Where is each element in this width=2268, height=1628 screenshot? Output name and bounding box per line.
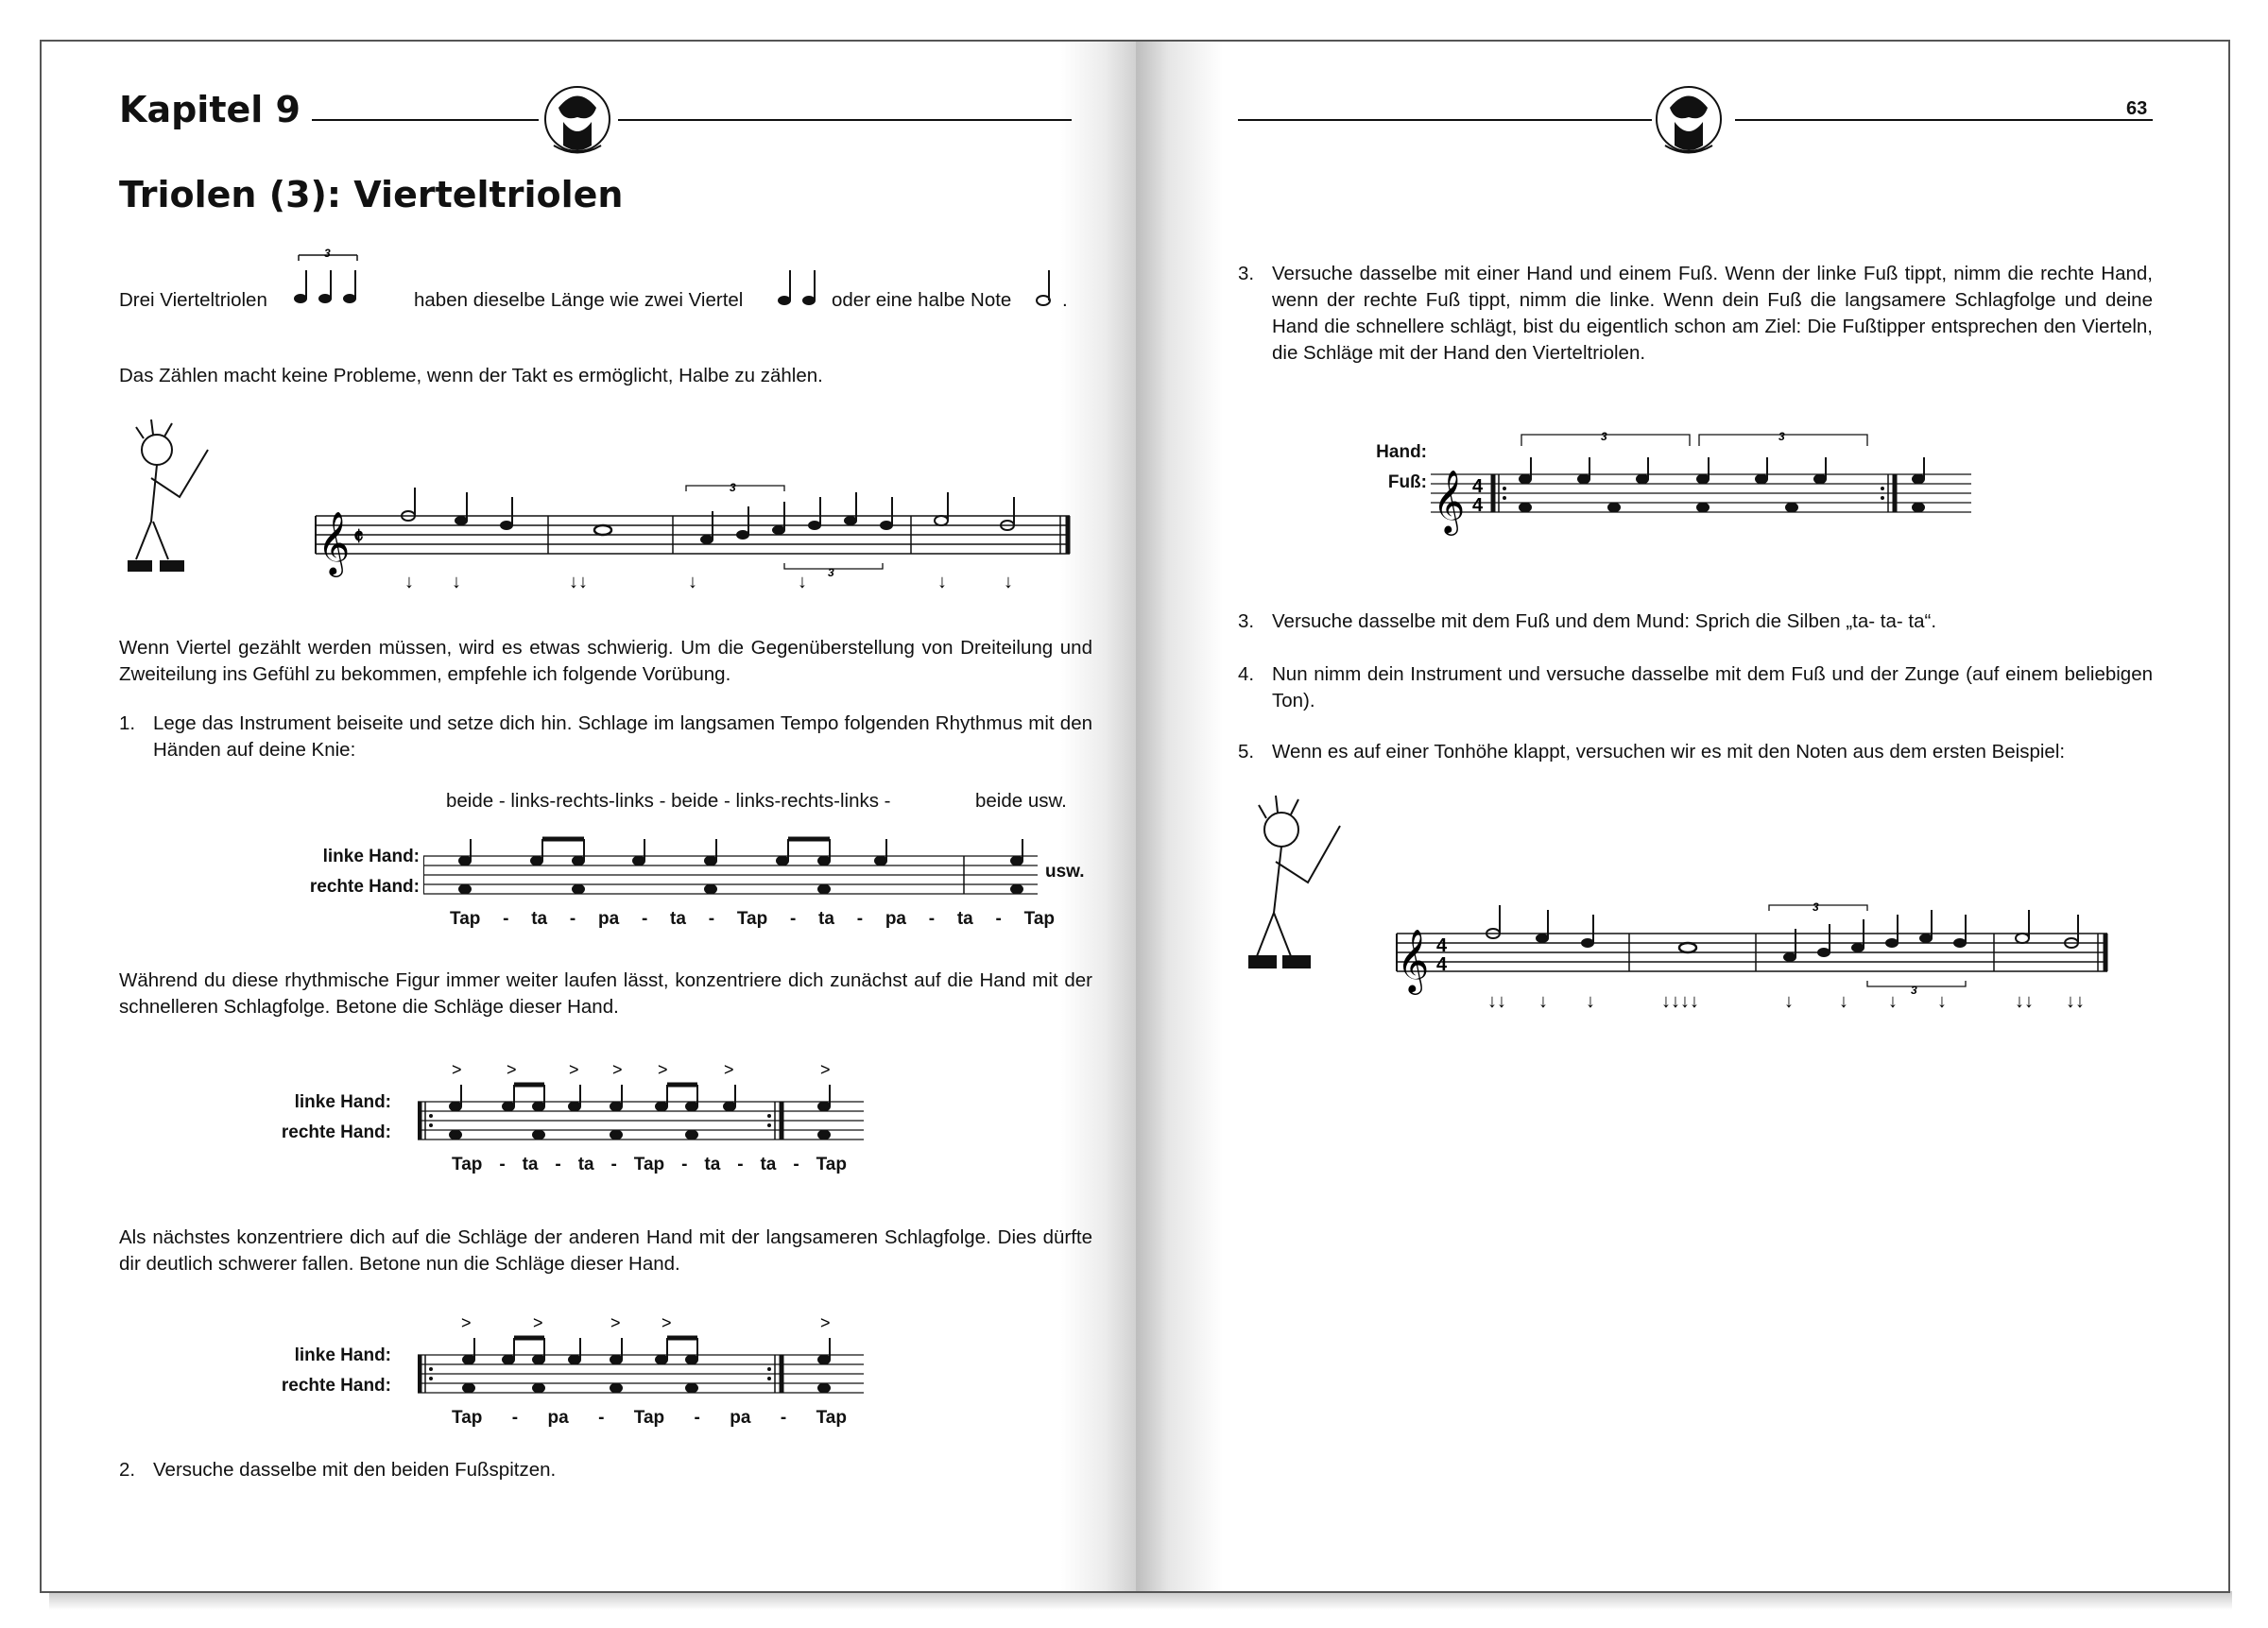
step-3a-text: Versuche dasselbe mit einer Hand und einem Fuß. Wenn der linke Fuß tippt, nimm die rechte Hand, wenn der rechte Fuß tippt, nimm die linke. Wenn dein Fuß die langsamere Schlagfolge und deine Hand die schnellere schlägt, bist du eigentlich schon am Ziel: Die Fußtipper entsprechen den Vierteln, die Schläge mit der Hand den Vierteltriolen. <box>1272 263 2153 364</box>
svg-text:>: > <box>610 1313 621 1332</box>
syllable: - <box>708 909 715 929</box>
example-2-score <box>1238 790 2183 1026</box>
svg-text:↓: ↓ <box>1937 991 1947 1012</box>
musician-emblem-icon <box>535 79 620 164</box>
intro-text-2: haben dieselbe Länge wie zwei Viertel <box>414 289 744 311</box>
triplet-number: 3 <box>1601 430 1607 443</box>
foot-tap-arrows <box>1487 991 2085 1012</box>
syllable: - <box>503 909 509 929</box>
step-4 <box>1238 661 2153 714</box>
syllable: Tap <box>452 1408 483 1428</box>
hand-label: Hand: <box>1376 442 1427 462</box>
syllable: ta <box>818 909 834 929</box>
step-1 <box>119 711 1092 763</box>
counting-text: Das Zählen macht keine Probleme, wenn der Takt es ermöglicht, Halbe zu zählen. <box>119 365 823 386</box>
syllable: - <box>598 1408 605 1428</box>
left-hand-label-2: linke Hand: <box>294 1092 391 1112</box>
syllable: pa <box>885 909 906 929</box>
step-5-text: Wenn es auf einer Tonhöhe klappt, versuchen wir es mit den Noten aus dem ersten Beispiel: <box>1272 741 2066 763</box>
rhythm-2-syllables <box>452 1155 847 1175</box>
step-5-number: 5. <box>1238 741 1255 763</box>
conductor-figure-icon <box>129 420 208 571</box>
step-4-number: 4. <box>1238 663 1255 685</box>
syllable: Tap <box>736 909 768 929</box>
page-number: 63 <box>2126 98 2148 119</box>
syllable: - <box>793 1155 799 1174</box>
svg-text:↓↓: ↓↓ <box>1487 991 1506 1012</box>
step-4-text: Nun nimm dein Instrument und versuche dasselbe mit dem Fuß und der Zunge (auf einem beliebigen Ton). <box>1272 663 2153 711</box>
header-rule-right <box>1735 119 2153 121</box>
musician-emblem-icon <box>1646 79 1731 164</box>
usw-label: usw. <box>1045 862 1085 882</box>
book-shadow <box>49 1591 2232 1610</box>
svg-text:>: > <box>507 1060 517 1079</box>
rhythm-3-syllables <box>452 1408 847 1429</box>
page-title: Triolen (3): Vierteltriolen <box>119 174 624 215</box>
svg-text:𝄞: 𝄞 <box>1397 930 1430 991</box>
svg-text:>: > <box>452 1060 462 1079</box>
example-1-score <box>119 412 1111 614</box>
syllable: - <box>694 1408 700 1428</box>
header-rule-right <box>618 119 1072 121</box>
step-1-text: Lege das Instrument beiseite und setze dich hin. Schlage im langsamen Tempo folgenden Rhythmus mit den Händen auf deine Knie: <box>153 712 1092 761</box>
svg-text:𝄞: 𝄞 <box>318 512 351 574</box>
svg-text:↓↓: ↓↓ <box>2066 991 2085 1012</box>
svg-text:↓: ↓ <box>1839 991 1848 1012</box>
syllable: ta <box>522 1155 539 1174</box>
focus-fast-text: Während du diese rhythmische Figur immer weiter laufen lässt, konzentriere dich zunächst auf die Hand mit der schnelleren Schlagfolge. Betone die Schläge dieser Hand. <box>119 969 1092 1018</box>
triplet-lower: 3 <box>828 566 834 579</box>
syllable: pa <box>598 909 620 929</box>
svg-text:>: > <box>658 1060 668 1079</box>
syllable: Tap <box>816 1155 847 1174</box>
svg-text:↓: ↓ <box>1888 991 1898 1012</box>
syllable: pa <box>547 1408 569 1428</box>
step-3b-text: Versuche dasselbe mit dem Fuß und dem Mund: Sprich die Silben „ta- ta- ta“. <box>1272 610 1937 632</box>
syllable: - <box>737 1155 744 1174</box>
triplet-upper: 3 <box>1813 900 1819 914</box>
step-2-text: Versuche dasselbe mit den beiden Fußspitzen. <box>153 1459 557 1481</box>
header-rule-left <box>1238 119 1652 121</box>
svg-text:↓: ↓ <box>688 572 697 592</box>
verbal-count-b: beide usw. <box>975 790 1067 812</box>
triplet-number: 3 <box>1778 430 1785 443</box>
syllable: Tap <box>633 1408 665 1428</box>
time-signature-top: 4 <box>1436 935 1448 956</box>
svg-text:↓: ↓ <box>1538 991 1548 1012</box>
time-signature-bottom: 4 <box>1472 495 1484 516</box>
syllable: ta <box>577 1155 594 1174</box>
syllable: - <box>928 909 936 929</box>
syllable: Tap <box>1023 909 1055 929</box>
syllable: - <box>641 909 648 929</box>
svg-text:↓: ↓ <box>1586 991 1595 1012</box>
rhythm-3-staff <box>418 1306 881 1406</box>
syllable: - <box>995 909 1002 929</box>
syllable: - <box>789 909 797 929</box>
svg-text:↓↓: ↓↓ <box>569 572 588 592</box>
svg-text:↓: ↓ <box>452 572 461 592</box>
rhythm-1-syllables <box>450 909 1055 930</box>
syllable: Tap <box>450 909 481 929</box>
intro-text-3: oder eine halbe Note <box>832 289 1012 311</box>
syllable: ta <box>956 909 973 929</box>
step-3b-number: 3. <box>1238 610 1255 632</box>
rhythm-2-staff <box>418 1053 881 1153</box>
svg-text:>: > <box>612 1060 623 1079</box>
svg-text:↓: ↓ <box>1004 572 1013 592</box>
time-signature-bottom: 4 <box>1436 954 1448 975</box>
accent-marks <box>452 1060 831 1079</box>
foot-label: Fuß: <box>1387 472 1427 492</box>
right-hand-label-3: rechte Hand: <box>281 1376 391 1396</box>
svg-text:>: > <box>662 1313 672 1332</box>
right-hand-label-2: rechte Hand: <box>281 1122 391 1142</box>
triplet-number: 3 <box>324 247 331 260</box>
svg-text:>: > <box>724 1060 734 1079</box>
svg-text:>: > <box>820 1313 831 1332</box>
syllable: - <box>511 1408 519 1428</box>
step-5 <box>1238 739 2153 765</box>
triplet-quarters-icon <box>291 244 386 312</box>
syllable: ta <box>531 909 548 929</box>
syllable: - <box>499 1155 506 1174</box>
rhythm-1-staff <box>423 828 1038 903</box>
syllable: pa <box>730 1408 751 1428</box>
header-rule-left <box>312 119 539 121</box>
syllable: ta <box>704 1155 721 1174</box>
svg-text:>: > <box>820 1060 831 1079</box>
foot-tap-arrows <box>404 572 1013 592</box>
svg-text:↓: ↓ <box>404 572 414 592</box>
focus-slow-text: Als nächstes konzentriere dich auf die Schläge der anderen Hand mit der langsameren Schlagfolge. Dies dürfte dir deutlich schwerer fallen. Betone nun die Schläge dieser Hand. <box>119 1226 1092 1275</box>
step-1-number: 1. <box>119 712 136 734</box>
svg-text:>: > <box>461 1313 472 1332</box>
syllable: - <box>610 1155 617 1174</box>
svg-text:↓: ↓ <box>1784 991 1794 1012</box>
svg-text:>: > <box>569 1060 579 1079</box>
syllable: - <box>569 909 576 929</box>
right-page <box>1136 40 2230 1593</box>
left-hand-label-3: linke Hand: <box>294 1345 391 1365</box>
intro-period: . <box>1062 289 1068 311</box>
syllable: ta <box>670 909 686 929</box>
left-page <box>40 40 1138 1593</box>
step-3a-number: 3. <box>1238 263 1255 284</box>
syllable: ta <box>760 1155 777 1174</box>
svg-text:↓↓: ↓↓ <box>2015 991 2034 1012</box>
rhythm-4-staff <box>1431 401 1979 552</box>
half-note-icon <box>1034 263 1062 312</box>
syllable: Tap <box>452 1155 483 1174</box>
triplet-lower: 3 <box>1911 984 1917 997</box>
syllable: Tap <box>633 1155 665 1174</box>
step-3b <box>1238 608 2153 635</box>
step-2 <box>119 1457 1092 1483</box>
two-quarters-icon <box>775 263 832 312</box>
svg-text:↓: ↓ <box>798 572 807 592</box>
syllable: Tap <box>816 1408 847 1428</box>
triplet-upper: 3 <box>730 481 736 494</box>
explanation-text: Wenn Viertel gezählt werden müssen, wird es etwas schwierig. Um die Gegenüberstellung von Dreiteilung und Zweiteilung ins Gefühl zu bekommen, empfehle ich folgende Vorübung. <box>119 637 1092 685</box>
svg-text:>: > <box>533 1313 543 1332</box>
time-signature-top: 4 <box>1472 476 1484 497</box>
syllable: - <box>780 1408 787 1428</box>
right-hand-label: rechte Hand: <box>309 877 420 897</box>
left-hand-label: linke Hand: <box>322 847 420 866</box>
chapter-heading: Kapitel 9 <box>119 89 301 130</box>
svg-text:𝄞: 𝄞 <box>1433 471 1466 532</box>
step-3a <box>1238 261 2153 367</box>
conductor-figure-icon <box>1249 796 1340 968</box>
svg-text:↓↓↓↓: ↓↓↓↓ <box>1661 991 1699 1012</box>
intro-text-1: Drei Vierteltriolen <box>119 289 267 311</box>
syllable: - <box>856 909 864 929</box>
accent-marks <box>461 1313 831 1332</box>
step-2-number: 2. <box>119 1459 136 1481</box>
syllable: - <box>555 1155 561 1174</box>
svg-text:↓: ↓ <box>937 572 947 592</box>
syllable: - <box>681 1155 688 1174</box>
verbal-count-a: beide - links-rechts-links - beide - links-rechts-links - <box>446 790 891 812</box>
svg-text:𝄵: 𝄵 <box>353 524 364 550</box>
